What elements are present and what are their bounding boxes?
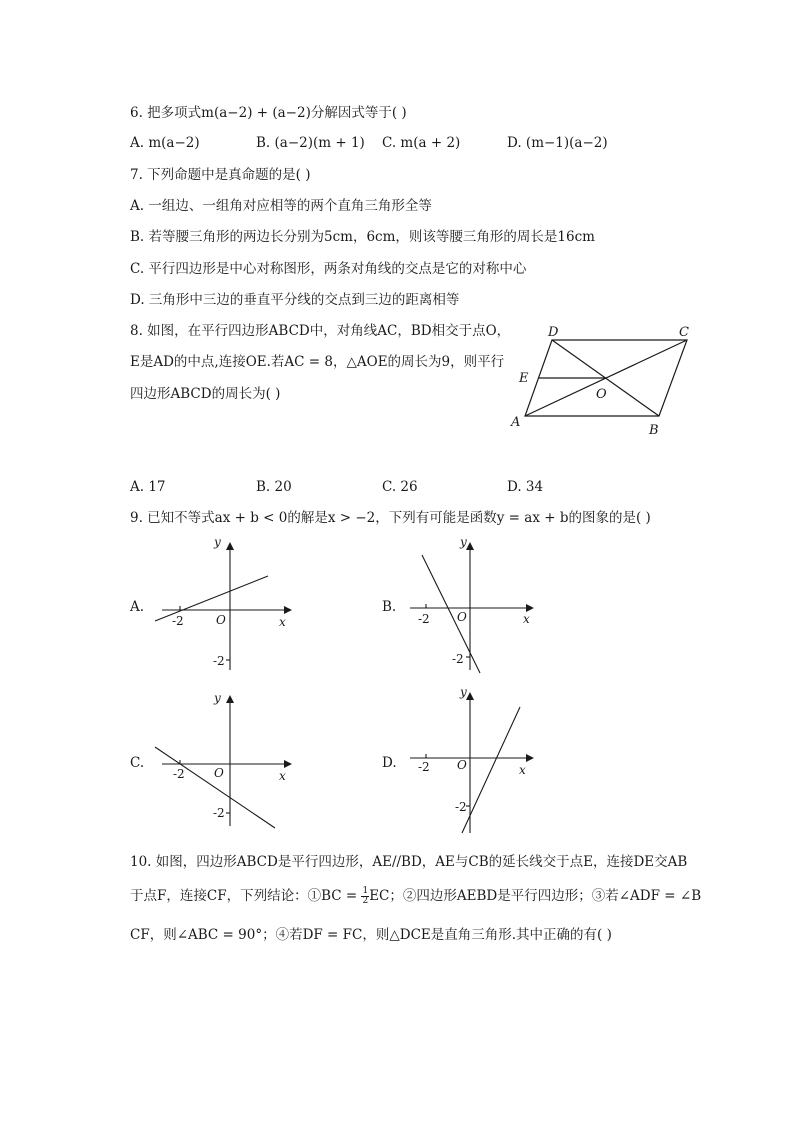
q7-stem: 7. 下列命题中是真命题的是( ) <box>130 167 311 183</box>
fraction-denominator: 2 <box>362 896 369 906</box>
q9-graph-a <box>150 535 300 675</box>
q10-stem-line2 <box>130 887 701 906</box>
x-axis-label: x <box>279 769 286 783</box>
tick-y-label: -2 <box>455 800 467 814</box>
line-graph-b <box>422 555 480 673</box>
q10-line2-part2: EC；②四边形AEBD是平行四边形；③若∠ADF = ∠B <box>369 888 702 904</box>
fraction-numerator: 1 <box>362 886 369 896</box>
tick-x-label: -2 <box>418 760 430 774</box>
x-axis-label: x <box>523 612 530 626</box>
label-o: O <box>596 387 607 402</box>
label-b: B <box>649 423 659 438</box>
label-d: D <box>548 325 559 340</box>
q6-option-c: C. m(a + 2) <box>382 135 461 151</box>
q9-option-b-label: B. <box>382 599 397 615</box>
y-axis-label: y <box>460 535 467 549</box>
q8-stem-line1: 8. 如图，在平行四边形ABCD中，对角线AC，BD相交于点O， <box>130 323 511 339</box>
tick-x-label: -2 <box>173 767 185 781</box>
x-axis-label: x <box>519 763 526 777</box>
origin-label: O <box>216 613 226 627</box>
q8-parallelogram-figure <box>505 320 705 440</box>
q6-option-d: D. (m−1)(a−2) <box>507 135 608 151</box>
label-a: A <box>511 415 521 430</box>
q9-graph-d <box>398 685 548 837</box>
q10-stem-line3: CF，则∠ABC = 90°；④若DF = FC，则△DCE是直角三角形.其中正确的有( ) <box>130 927 612 943</box>
y-axis-label: y <box>460 685 467 699</box>
tick-y-label: -2 <box>213 806 225 820</box>
q10-stem-line1: 10. 如图，四边形ABCD是平行四边形，AE//BD，AE与CB的延长线交于点E，连接DE交AB <box>130 854 688 870</box>
q7-option-d: D. 三角形中三边的垂直平分线的交点到三边的距离相等 <box>130 292 460 308</box>
label-c: C <box>679 325 689 340</box>
q7-option-a: A. 一组边、一组角对应相等的两个直角三角形全等 <box>130 198 432 214</box>
tick-y-label: -2 <box>452 652 464 666</box>
line-graph-d <box>462 707 520 833</box>
q9-option-d-label: D. <box>382 755 397 771</box>
origin-label: O <box>457 758 467 772</box>
q8-option-b: B. 20 <box>256 479 292 495</box>
q7-option-c: C. 平行四边形是中心对称图形，两条对角线的交点是它的对称中心 <box>130 261 527 277</box>
tick-x-label: -2 <box>172 614 184 628</box>
origin-label: O <box>457 610 467 624</box>
tick-x-label: -2 <box>418 612 430 626</box>
q8-option-c: C. 26 <box>382 479 418 495</box>
label-e: E <box>519 371 529 386</box>
q9-graph-c <box>150 688 300 833</box>
q9-graph-b <box>398 535 548 680</box>
x-axis-label: x <box>279 615 286 629</box>
q8-stem-line2: E是AD的中点,连接OE.若AC = 8，△AOE的周长为9，则平行 <box>130 354 505 370</box>
q10-line2-part1: 于点F，连接CF，下列结论：①BC = <box>130 888 362 904</box>
q6-stem: 6. 把多项式m(a−2) + (a−2)分解因式等于( ) <box>130 105 407 121</box>
q9-stem: 9. 已知不等式ax + b < 0的解是x > −2，下列有可能是函数y = ax + b的图象的是( ) <box>130 510 651 526</box>
tick-y-label: -2 <box>213 654 225 668</box>
q9-option-a-label: A. <box>130 599 145 615</box>
q6-option-a: A. m(a−2) <box>130 135 200 151</box>
q9-option-c-label: C. <box>130 755 145 771</box>
q7-option-b: B. 若等腰三角形的两边长分别为5cm，6cm，则该等腰三角形的周长是16cm <box>130 229 595 245</box>
q6-option-b: B. (a−2)(m + 1) <box>256 135 365 151</box>
y-axis-label: y <box>214 691 221 705</box>
q8-stem-line3: 四边形ABCD的周长为( ) <box>130 386 281 402</box>
q8-option-a: A. 17 <box>130 479 166 495</box>
q8-option-d: D. 34 <box>507 479 544 495</box>
y-axis-label: y <box>214 535 221 549</box>
origin-label: O <box>214 766 224 780</box>
